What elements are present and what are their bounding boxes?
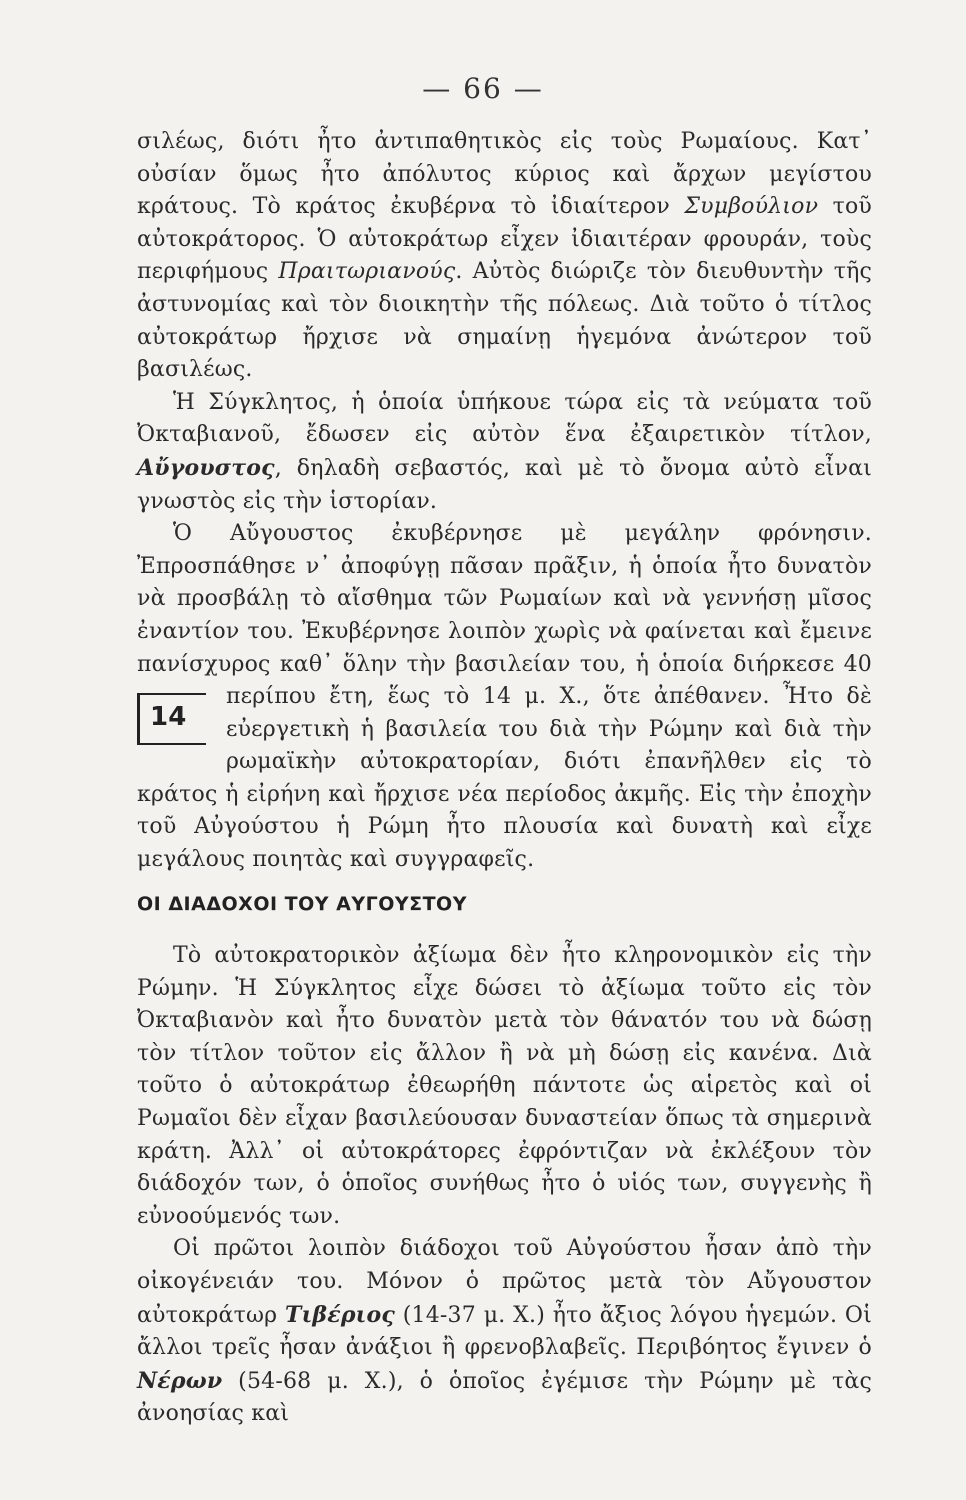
paragraph-4: Τὸ αὐτοκρατορικὸν ἀξίωμα δὲν ἦτο κληρονομικὸν εἰς τὴν Ρώμην. Ἡ Σύγκλητος εἶχε δώσει τὸ ἀξίωμα τοῦτο εἰς τὸν Ὀκταβιανὸν καὶ ἦτο δυνατὸν μετὰ τὸν θάνατόν του νὰ δώσῃ τὸν τίτλον τοῦτον εἰς ἄλλον ἢ νὰ μὴ δώσῃ εἰς κανένα. Διὰ τοῦτο ὁ αὐτοκράτωρ ἐθεωρήθη πάντοτε ὡς αἱρετὸς καὶ οἱ Ρωμαῖοι δὲν εἶχαν βασιλεύουσαν δυναστείαν ὅπως τὰ σημερινὰ κράτη. Ἀλλ᾽ οἱ αὐτοκράτορες ἐφρόντιζαν νὰ ἐκλέξουν τὸν διάδοχόν των, ὁ ὁποῖος συνήθως ἦτο ὁ υἱός των, συγγενὴς ἢ εὐνοούμενός των. [137,943,872,1229]
text-run: , δηλαδὴ σεβαστός, καὶ μὲ τὸ ὄνομα αὐτὸ εἶναι γνωστὸς εἰς τὴν ἱστορίαν. [137,455,872,514]
emphasis-neron: Νέρων [137,1367,223,1394]
emphasis-tiverios: Τιβέριος [285,1301,395,1328]
text-run: σιλέως, διότι ἦτο ἀντιπαθητικὸς εἰς τοὺς Ρωμαίους. Κατ᾽ οὐσίαν ὅμως ἦτο ἀπόλυτος κύριος καὶ ἄρχων μεγίστου κράτους. Τὸ κράτος ἐκυβέρνα τὸ ἰδιαίτερον [137,129,872,220]
text-run: Οἱ πρῶτοι λοιπὸν διάδοχοι τοῦ Αὐγούστου ἦσαν ἀπὸ τὴν οἰκογένειάν του. Μόνον ὁ πρῶτος μετὰ τὸν Αὔγουστον αὐτοκράτωρ [137,1236,872,1328]
text-run: ἔτη, ἕως τὸ 14 μ. Χ., ὅτε ἀπέθανεν. Ἦτο δὲ εὐεργετικὴ ἡ βασιλεία του διὰ τὴν Ρώμην καὶ διὰ τὴν ρωμαϊκὴν αὐτοκρατορίαν, διότι ἐπανῆλθεν εἰς τὸ κράτος ἡ εἰρήνη καὶ ἤρχισε νέα περίοδος ἀκμῆς. Εἰς τὴν ἐποχὴν τοῦ Αὐγούστου ἡ Ρώμη ἦτο πλουσία καὶ δυνατὴ καὶ εἶχε μεγάλους ποιητὰς καὶ συγγραφεῖς. [137,684,872,873]
text-run: . Αὐτὸς διώριζε τὸν διευθυντὴν τῆς ἀστυνομίας καὶ τὸν διοικητὴν τῆς πόλεως. Διὰ τοῦτο ὁ τίτλος αὐτοκράτωρ ἤρχισε νὰ σημαίνῃ ἡγεμόνα ἀνώτερον τοῦ βασιλέως. [137,259,872,383]
paragraph-3 [137,518,872,877]
body-text-top [137,126,872,877]
text-run: (14-37 μ. Χ.) ἦτο ἄξιος λόγου ἡγεμών. Οἱ ἄλλοι τρεῖς ἦσαν ἀνάξιοι ἢ φρενοβλαβεῖς. Περιβόητος ἔγινεν ὁ [137,1302,872,1361]
text-run: Ὁ Αὔγουστος ἐκυβέρνησε μὲ μεγάλην φρόνησιν. Ἐπροσπάθησε ν᾽ ἀποφύγῃ πᾶσαν πρᾶξιν, ἡ ὁποία ἦτο δυνατὸν νὰ προσβάλῃ τὸ αἴσθημα τῶν Ρωμαίων καὶ νὰ γεννήσῃ μῖσος ἐναντίον του. Ἐκυβέρνησε λοιπὸν χωρὶς νὰ φαίνεται καὶ ἔμεινε πανίσχυρος καθ᾽ ὅλην τὴν βασιλείαν του, ἡ ὁποία διήρκεσε 40 περίπου [137,521,872,710]
emphasis-symvoulion: Συμβούλιον [684,194,819,220]
text-run: τοῦ αὐτοκράτορος. Ὁ αὐτοκράτωρ εἶχεν ἰδιαιτέραν φρουράν, τοὺς περιφήμους [137,194,872,285]
body-text-bottom [137,940,872,1431]
emphasis-praitorianous: Πραιτωριανούς [278,259,456,285]
text-run: Ἡ Σύγκλητος, ἡ ὁποία ὑπήκουε τώρα εἰς τὰ νεύματα τοῦ Ὀκταβιανοῦ, ἔδωσεν εἰς αὐτὸν ἕνα ἐξαιρετικὸν τίτλον, [137,389,872,448]
text-run: (54-68 μ. Χ.), ὁ ὁποῖος ἐγέμισε τὴν Ρώμην μὲ τὰς ἀνοησίας καὶ [137,1368,872,1427]
section-heading: ΟΙ ΔΙΑΔΟΧΟΙ ΤΟΥ ΑΥΓΟΥΣΤΟΥ [137,893,467,915]
margin-number-box: 14 [137,693,206,745]
paragraph-5 [137,1233,872,1431]
paragraph-2 [137,387,872,518]
emphasis-augoustos: Αὔγουστος [137,454,275,481]
page-number: — 66 — [422,72,544,105]
paragraph-1 [137,126,872,387]
